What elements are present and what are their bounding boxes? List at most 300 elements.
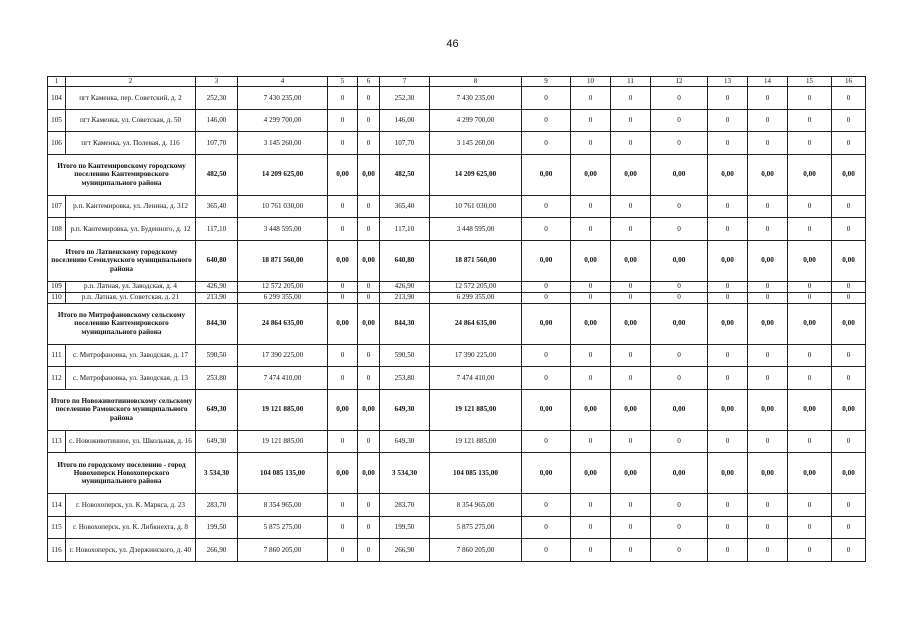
table-row [48, 494, 866, 517]
row-number: 106 [48, 132, 66, 155]
value-cell: 0,00 [748, 154, 788, 195]
value-cell: 0 [748, 539, 788, 562]
value-cell: 0 [611, 367, 651, 390]
area-cell: 3 534,30 [380, 453, 430, 494]
value-cell: 0 [651, 218, 708, 241]
value-cell: 0 [611, 218, 651, 241]
value-cell: 0,00 [328, 154, 358, 195]
cost-cell: 3 145 260,00 [238, 132, 328, 155]
value-cell: 0 [832, 344, 866, 367]
value-cell: 0 [611, 430, 651, 453]
column-header: 1 [48, 77, 66, 87]
value-cell: 0 [328, 516, 358, 539]
value-cell: 0,00 [748, 453, 788, 494]
value-cell: 0,00 [328, 389, 358, 430]
table-body [48, 77, 866, 562]
value-cell: 0 [832, 539, 866, 562]
cost-cell: 24 864 635,00 [430, 303, 522, 344]
value-cell: 0 [651, 430, 708, 453]
area-cell: 365,40 [380, 195, 430, 218]
subtotal-row [48, 453, 866, 494]
header-row [48, 77, 866, 87]
subtotal-label: Итого по Латненскому городскому поселению Семилукского муниципального района [48, 240, 196, 281]
value-cell: 0 [328, 539, 358, 562]
cost-cell: 7 430 235,00 [430, 87, 522, 110]
value-cell: 0 [571, 195, 611, 218]
value-cell: 0,00 [611, 453, 651, 494]
value-cell: 0 [522, 430, 571, 453]
row-number: 110 [48, 292, 66, 303]
value-cell: 0,00 [708, 389, 748, 430]
address-cell: с. Митрофановка, ул. Заводская, д. 17 [66, 344, 196, 367]
value-cell: 0,00 [571, 240, 611, 281]
value-cell: 0 [708, 281, 748, 292]
cost-cell: 14 209 625,00 [430, 154, 522, 195]
value-cell: 0,00 [708, 453, 748, 494]
value-cell: 0,00 [522, 303, 571, 344]
cost-cell: 104 085 135,00 [238, 453, 328, 494]
value-cell: 0 [832, 516, 866, 539]
column-header: 4 [238, 77, 328, 87]
cost-cell: 5 875 275,00 [238, 516, 328, 539]
value-cell: 0 [358, 516, 380, 539]
table-row [48, 367, 866, 390]
table-row [48, 281, 866, 292]
value-cell: 0 [611, 539, 651, 562]
subtotal-label: Итого по Кантемировскому городскому поселению Кантемировского муниципального района [48, 154, 196, 195]
area-cell: 253,80 [380, 367, 430, 390]
value-cell: 0 [358, 109, 380, 132]
value-cell: 0 [611, 132, 651, 155]
area-cell: 844,30 [380, 303, 430, 344]
row-number: 113 [48, 430, 66, 453]
value-cell: 0 [651, 281, 708, 292]
address-cell: р.п. Латная, ул. Советская, д. 21 [66, 292, 196, 303]
area-cell: 426,90 [196, 281, 238, 292]
area-cell: 640,80 [380, 240, 430, 281]
row-number: 108 [48, 218, 66, 241]
value-cell: 0 [651, 344, 708, 367]
value-cell: 0 [788, 132, 832, 155]
subtotal-row [48, 154, 866, 195]
cost-cell: 8 354 965,00 [238, 494, 328, 517]
row-number: 109 [48, 281, 66, 292]
value-cell: 0 [358, 218, 380, 241]
value-cell: 0,00 [788, 453, 832, 494]
area-cell: 266,90 [196, 539, 238, 562]
column-header: 14 [748, 77, 788, 87]
value-cell: 0 [328, 109, 358, 132]
cost-cell: 14 209 625,00 [238, 154, 328, 195]
table-row [48, 218, 866, 241]
value-cell: 0 [708, 344, 748, 367]
value-cell: 0 [748, 430, 788, 453]
value-cell: 0 [571, 87, 611, 110]
cost-cell: 18 871 560,00 [238, 240, 328, 281]
row-number: 116 [48, 539, 66, 562]
value-cell: 0 [708, 195, 748, 218]
value-cell: 0 [788, 430, 832, 453]
value-cell: 0,00 [832, 240, 866, 281]
value-cell: 0 [748, 367, 788, 390]
value-cell: 0 [522, 344, 571, 367]
value-cell: 0 [328, 218, 358, 241]
column-header: 10 [571, 77, 611, 87]
value-cell: 0 [571, 344, 611, 367]
value-cell: 0 [611, 516, 651, 539]
value-cell: 0 [748, 494, 788, 517]
cost-cell: 24 864 635,00 [238, 303, 328, 344]
row-number: 112 [48, 367, 66, 390]
cost-cell: 3 448 595,00 [238, 218, 328, 241]
value-cell: 0 [328, 292, 358, 303]
value-cell: 0,00 [611, 154, 651, 195]
value-cell: 0 [611, 87, 651, 110]
area-cell: 590,50 [380, 344, 430, 367]
value-cell: 0 [788, 344, 832, 367]
value-cell: 0 [748, 109, 788, 132]
value-cell: 0 [328, 132, 358, 155]
area-cell: 3 534,30 [196, 453, 238, 494]
value-cell: 0 [358, 494, 380, 517]
value-cell: 0,00 [788, 154, 832, 195]
value-cell: 0 [571, 516, 611, 539]
cost-cell: 12 572 205,00 [430, 281, 522, 292]
value-cell: 0 [358, 367, 380, 390]
area-cell: 117,10 [196, 218, 238, 241]
area-cell: 283,70 [380, 494, 430, 517]
area-cell: 649,30 [196, 389, 238, 430]
area-cell: 252,30 [380, 87, 430, 110]
value-cell: 0,00 [748, 389, 788, 430]
value-cell: 0,00 [358, 453, 380, 494]
value-cell: 0,00 [611, 240, 651, 281]
subtotal-row [48, 389, 866, 430]
value-cell: 0 [708, 87, 748, 110]
cost-cell: 10 761 030,00 [430, 195, 522, 218]
value-cell: 0 [748, 292, 788, 303]
table-row [48, 195, 866, 218]
value-cell: 0 [522, 195, 571, 218]
value-cell: 0,00 [788, 303, 832, 344]
address-cell: с. Новоживотинное, ул. Школьная, д. 16 [66, 430, 196, 453]
value-cell: 0,00 [358, 240, 380, 281]
value-cell: 0 [708, 132, 748, 155]
value-cell: 0 [358, 281, 380, 292]
value-cell: 0 [832, 218, 866, 241]
value-cell: 0 [328, 281, 358, 292]
cost-cell: 7 860 205,00 [430, 539, 522, 562]
value-cell: 0,00 [748, 240, 788, 281]
value-cell: 0 [571, 367, 611, 390]
value-cell: 0 [328, 367, 358, 390]
value-cell: 0,00 [832, 154, 866, 195]
column-header: 12 [651, 77, 708, 87]
value-cell: 0 [788, 539, 832, 562]
value-cell: 0,00 [651, 154, 708, 195]
cost-cell: 6 299 355,00 [430, 292, 522, 303]
address-cell: пгт Каменка, ул. Полевая, д. 116 [66, 132, 196, 155]
value-cell: 0 [651, 109, 708, 132]
value-cell: 0,00 [708, 154, 748, 195]
cost-cell: 19 121 885,00 [430, 430, 522, 453]
value-cell: 0 [328, 344, 358, 367]
cost-cell: 18 871 560,00 [430, 240, 522, 281]
value-cell: 0 [788, 195, 832, 218]
address-cell: г. Новохоперск, ул. К. Маркса, д. 23 [66, 494, 196, 517]
table-row [48, 292, 866, 303]
value-cell: 0 [571, 292, 611, 303]
value-cell: 0,00 [651, 240, 708, 281]
cost-cell: 17 390 225,00 [430, 344, 522, 367]
address-cell: пгт Каменка, ул. Советская, д. 50 [66, 109, 196, 132]
cost-cell: 7 474 410,00 [430, 367, 522, 390]
value-cell: 0 [522, 109, 571, 132]
value-cell: 0,00 [571, 389, 611, 430]
value-cell: 0 [708, 367, 748, 390]
value-cell: 0 [571, 494, 611, 517]
row-number: 111 [48, 344, 66, 367]
cost-cell: 4 299 700,00 [430, 109, 522, 132]
cost-cell: 17 390 225,00 [238, 344, 328, 367]
address-cell: г. Новохоперск, ул. Дзержинского, д. 40 [66, 539, 196, 562]
value-cell: 0,00 [788, 389, 832, 430]
cost-cell: 6 299 355,00 [238, 292, 328, 303]
value-cell: 0 [358, 292, 380, 303]
value-cell: 0 [708, 516, 748, 539]
value-cell: 0 [708, 292, 748, 303]
address-cell: р.п. Латная, ул. Заводская, д. 4 [66, 281, 196, 292]
value-cell: 0 [788, 281, 832, 292]
value-cell: 0,00 [358, 154, 380, 195]
table-row [48, 516, 866, 539]
value-cell: 0 [358, 132, 380, 155]
area-cell: 107,70 [380, 132, 430, 155]
value-cell: 0 [651, 539, 708, 562]
value-cell: 0,00 [358, 303, 380, 344]
value-cell: 0 [571, 109, 611, 132]
address-cell: пгт Каменка, пер. Советский, д. 2 [66, 87, 196, 110]
column-header: 15 [788, 77, 832, 87]
value-cell: 0 [832, 292, 866, 303]
cost-cell: 19 121 885,00 [430, 389, 522, 430]
cost-cell: 3 145 260,00 [430, 132, 522, 155]
value-cell: 0,00 [832, 389, 866, 430]
value-cell: 0 [571, 539, 611, 562]
value-cell: 0,00 [328, 453, 358, 494]
page-number: 46 [446, 38, 459, 50]
area-cell: 482,50 [196, 154, 238, 195]
value-cell: 0,00 [358, 389, 380, 430]
column-header: 2 [66, 77, 196, 87]
column-header: 8 [430, 77, 522, 87]
value-cell: 0,00 [651, 303, 708, 344]
value-cell: 0 [651, 494, 708, 517]
value-cell: 0 [522, 87, 571, 110]
value-cell: 0 [832, 195, 866, 218]
value-cell: 0 [522, 292, 571, 303]
value-cell: 0 [358, 344, 380, 367]
area-cell: 213,90 [380, 292, 430, 303]
value-cell: 0,00 [748, 303, 788, 344]
value-cell: 0,00 [522, 453, 571, 494]
value-cell: 0,00 [571, 154, 611, 195]
column-header: 3 [196, 77, 238, 87]
value-cell: 0,00 [832, 303, 866, 344]
table-row [48, 87, 866, 110]
address-cell: р.п. Кантемировка, ул. Буденного, д. 12 [66, 218, 196, 241]
area-cell: 199,50 [380, 516, 430, 539]
cost-cell: 10 761 030,00 [238, 195, 328, 218]
value-cell: 0 [651, 195, 708, 218]
value-cell: 0 [358, 195, 380, 218]
address-cell: г. Новохоперск, ул. К. Либкнехта, д. 8 [66, 516, 196, 539]
cost-cell: 5 875 275,00 [430, 516, 522, 539]
value-cell: 0 [788, 516, 832, 539]
area-cell: 266,90 [380, 539, 430, 562]
value-cell: 0 [611, 281, 651, 292]
value-cell: 0 [611, 109, 651, 132]
value-cell: 0 [522, 281, 571, 292]
address-cell: с. Митрофановка, ул. Заводская, д. 13 [66, 367, 196, 390]
table-row [48, 430, 866, 453]
row-number: 105 [48, 109, 66, 132]
value-cell: 0,00 [651, 389, 708, 430]
cost-cell: 3 448 595,00 [430, 218, 522, 241]
table-row [48, 109, 866, 132]
value-cell: 0,00 [328, 240, 358, 281]
value-cell: 0 [748, 87, 788, 110]
area-cell: 117,10 [380, 218, 430, 241]
value-cell: 0 [832, 430, 866, 453]
area-cell: 199,50 [196, 516, 238, 539]
cost-cell: 4 299 700,00 [238, 109, 328, 132]
area-cell: 649,30 [380, 430, 430, 453]
value-cell: 0 [651, 132, 708, 155]
value-cell: 0 [522, 218, 571, 241]
row-number: 107 [48, 195, 66, 218]
value-cell: 0 [358, 430, 380, 453]
value-cell: 0 [522, 367, 571, 390]
value-cell: 0 [832, 109, 866, 132]
area-cell: 649,30 [196, 430, 238, 453]
value-cell: 0 [571, 281, 611, 292]
row-number: 104 [48, 87, 66, 110]
value-cell: 0 [571, 132, 611, 155]
subtotal-label: Итого по Митрофановскому сельскому поселению Кантемировского муниципального района [48, 303, 196, 344]
area-cell: 252,30 [196, 87, 238, 110]
value-cell: 0 [832, 87, 866, 110]
area-cell: 146,00 [196, 109, 238, 132]
housing-program-table [47, 76, 866, 562]
area-cell: 844,30 [196, 303, 238, 344]
value-cell: 0 [832, 281, 866, 292]
column-header: 16 [832, 77, 866, 87]
row-number: 115 [48, 516, 66, 539]
value-cell: 0 [708, 218, 748, 241]
value-cell: 0 [611, 292, 651, 303]
value-cell: 0 [832, 132, 866, 155]
area-cell: 253,80 [196, 367, 238, 390]
value-cell: 0 [708, 430, 748, 453]
address-cell: р.п. Кантемировка, ул. Ленина, д. 312 [66, 195, 196, 218]
table-row [48, 132, 866, 155]
value-cell: 0 [328, 494, 358, 517]
value-cell: 0,00 [708, 240, 748, 281]
value-cell: 0,00 [708, 303, 748, 344]
area-cell: 365,40 [196, 195, 238, 218]
subtotal-label: Итого по Новоживотинновскому сельскому поселению Рамонского муниципального района [48, 389, 196, 430]
value-cell: 0 [748, 344, 788, 367]
value-cell: 0 [651, 87, 708, 110]
value-cell: 0 [788, 109, 832, 132]
cost-cell: 7 430 235,00 [238, 87, 328, 110]
value-cell: 0 [748, 516, 788, 539]
value-cell: 0 [788, 367, 832, 390]
value-cell: 0 [832, 494, 866, 517]
cost-cell: 7 474 410,00 [238, 367, 328, 390]
value-cell: 0 [358, 87, 380, 110]
value-cell: 0 [611, 195, 651, 218]
area-cell: 649,30 [380, 389, 430, 430]
subtotal-row [48, 240, 866, 281]
area-cell: 482,50 [380, 154, 430, 195]
value-cell: 0 [651, 367, 708, 390]
value-cell: 0 [651, 516, 708, 539]
value-cell: 0 [788, 218, 832, 241]
subtotal-label: Итого по городскому поселению - город Новохоперск Новохоперского муниципального района [48, 453, 196, 494]
value-cell: 0 [522, 539, 571, 562]
value-cell: 0,00 [522, 154, 571, 195]
column-header: 6 [358, 77, 380, 87]
column-header: 7 [380, 77, 430, 87]
value-cell: 0,00 [522, 389, 571, 430]
cost-cell: 19 121 885,00 [238, 389, 328, 430]
value-cell: 0 [522, 494, 571, 517]
value-cell: 0,00 [651, 453, 708, 494]
column-header: 9 [522, 77, 571, 87]
cost-cell: 104 085 135,00 [430, 453, 522, 494]
value-cell: 0,00 [522, 240, 571, 281]
subtotal-row [48, 303, 866, 344]
area-cell: 146,00 [380, 109, 430, 132]
area-cell: 640,80 [196, 240, 238, 281]
value-cell: 0 [748, 195, 788, 218]
value-cell: 0 [611, 344, 651, 367]
value-cell: 0 [788, 87, 832, 110]
value-cell: 0 [522, 132, 571, 155]
value-cell: 0 [708, 539, 748, 562]
value-cell: 0 [328, 87, 358, 110]
value-cell: 0 [748, 281, 788, 292]
value-cell: 0,00 [832, 453, 866, 494]
value-cell: 0 [328, 195, 358, 218]
area-cell: 590,50 [196, 344, 238, 367]
value-cell: 0 [522, 516, 571, 539]
area-cell: 107,70 [196, 132, 238, 155]
value-cell: 0 [748, 218, 788, 241]
cost-cell: 12 572 205,00 [238, 281, 328, 292]
table-row [48, 539, 866, 562]
value-cell: 0,00 [571, 453, 611, 494]
value-cell: 0 [571, 430, 611, 453]
value-cell: 0,00 [571, 303, 611, 344]
value-cell: 0 [651, 292, 708, 303]
area-cell: 426,90 [380, 281, 430, 292]
value-cell: 0 [788, 292, 832, 303]
value-cell: 0 [611, 494, 651, 517]
value-cell: 0 [788, 494, 832, 517]
